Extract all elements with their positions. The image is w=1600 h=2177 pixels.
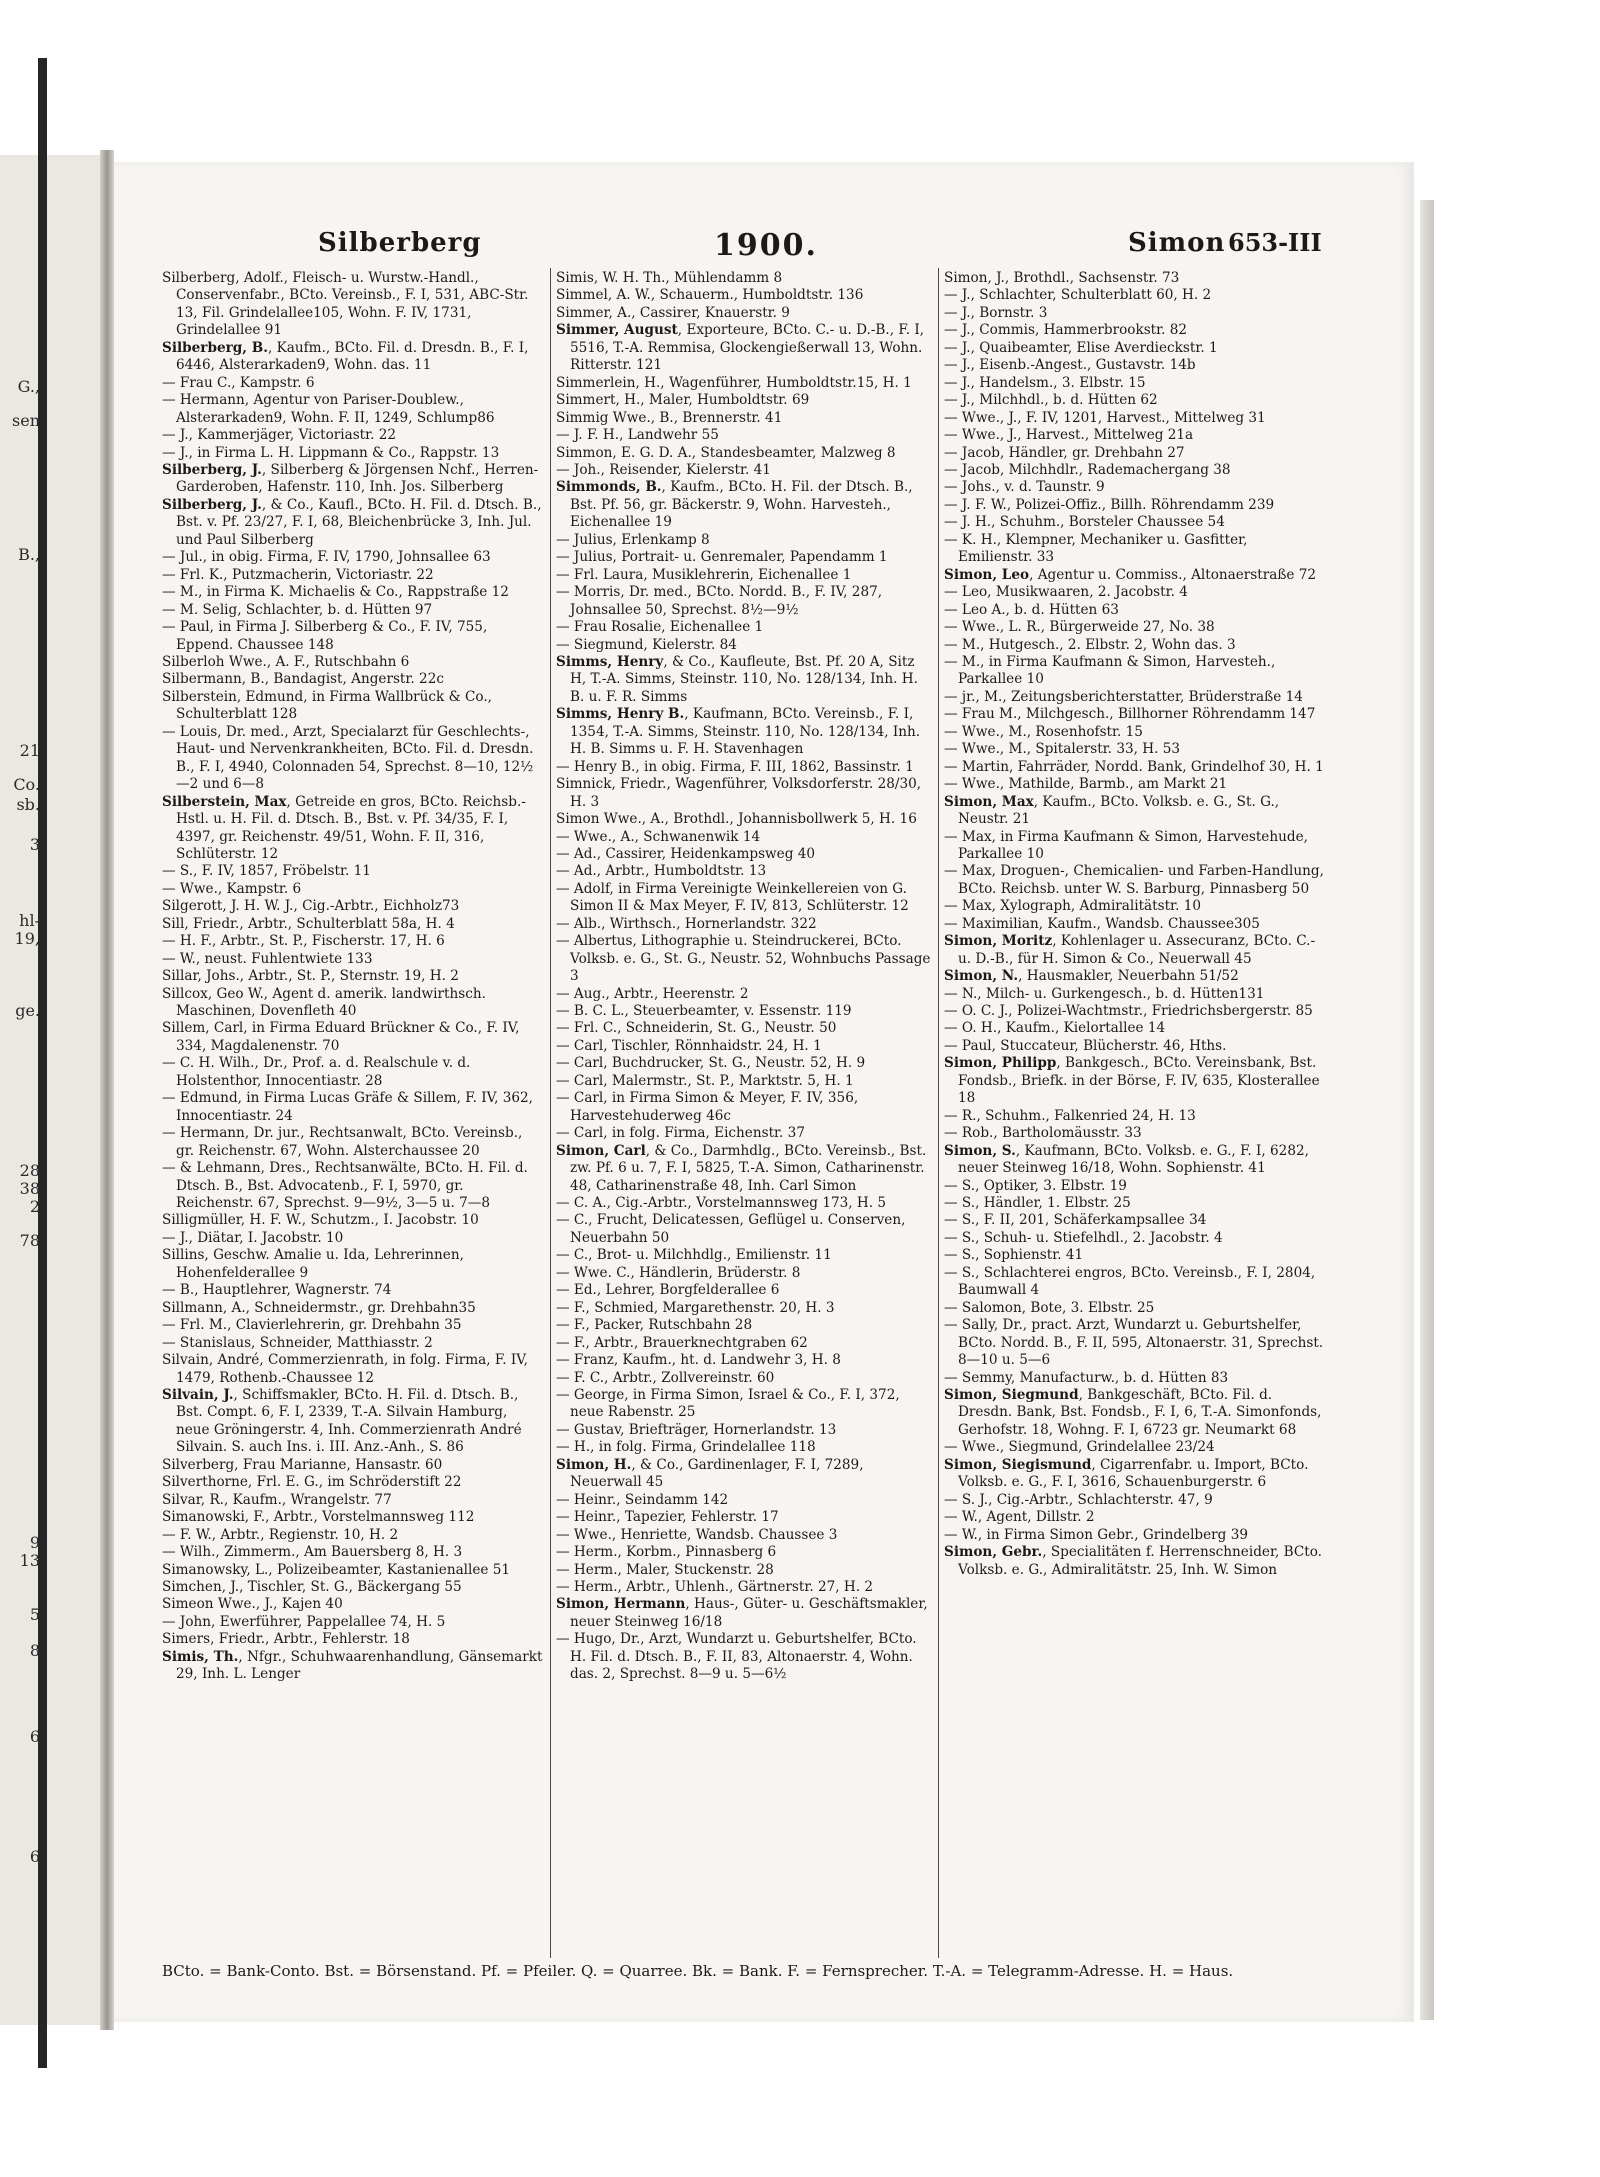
directory-entry: — Hugo, Dr., Arzt, Wundarzt u. Geburtshelfer, BCto. H. Fil. d. Dtsch. B., F. II, 83, Altonaerstr. 4, Wohn. das. 2, Sprechst. 8—9 u. 5—6½ — [556, 1631, 917, 1683]
directory-entry: — Julius, Portrait- u. Genremaler, Papendamm 1 — [556, 549, 888, 566]
directory-entry: Simon, Moritz, Kohlenlager u. Assecuranz, BCto. C.- u. D.-B., für H. Simon & Co., Neuerwall 45 — [944, 933, 1316, 967]
directory-entry: — K. H., Klempner, Mechaniker u. Gasfitter, Emilienstr. 33 — [944, 531, 1248, 566]
scan-dark-bar — [38, 58, 47, 2068]
directory-entry: Simmert, H., Maler, Humboldtstr. 69 — [556, 392, 810, 409]
directory-entry: — Frl. M., Clavierlehrerin, gr. Drehbahn 35 — [162, 1317, 462, 1334]
directory-entry: Simmer, August, Exporteure, BCto. C.- u. D.-B., F. I, 5516, T.-A. Remmisa, Glockengießerwall 13, Wohn. Ritterstr. 121 — [556, 322, 925, 374]
margin-fragment: 28 — [19, 1161, 40, 1180]
directory-entry: — M., in Firma K. Michaelis & Co., Rappstraße 12 — [162, 584, 509, 601]
directory-entry: — W., Agent, Dillstr. 2 — [944, 1509, 1095, 1526]
directory-entry: — N., Milch- u. Gurkengesch., b. d. Hütten131 — [944, 985, 1265, 1002]
directory-entry: — Hermann, Agentur von Pariser-Doublew., Alsterarkaden9, Wohn. F. II, 1249, Schlump86 — [162, 392, 495, 426]
directory-entry: Sillem, Carl, in Firma Eduard Brückner & Co., F. IV, 334, Magdalenenstr. 70 — [162, 1020, 520, 1054]
directory-entry: Silvar, R., Kaufm., Wrangelstr. 77 — [162, 1491, 392, 1508]
margin-fragment: Co. — [13, 775, 40, 794]
directory-entry: Simeon Wwe., J., Kajen 40 — [162, 1596, 343, 1613]
directory-entry: — Wwe., M., Rosenhofstr. 15 — [944, 723, 1143, 740]
directory-entry: — Franz, Kaufm., ht. d. Landwehr 3, H. 8 — [556, 1352, 841, 1369]
directory-entry: — J., Bornstr. 3 — [944, 304, 1048, 321]
directory-entry: — W., neust. Fuhlentwiete 133 — [162, 950, 373, 967]
directory-entry: Silverthorne, Frl. E. G., im Schröderstift 22 — [162, 1474, 462, 1491]
directory-entry: — George, in Firma Simon, Israel & Co., F. I, 372, neue Rabenstr. 25 — [556, 1387, 900, 1421]
directory-entry: Silgerott, J. H. W. J., Cig.-Arbtr., Eichholz73 — [162, 898, 460, 915]
directory-entry: — Wwe., M., Spitalerstr. 33, H. 53 — [944, 741, 1181, 758]
directory-entry: — Max, Xylograph, Admiralitätstr. 10 — [944, 898, 1202, 915]
directory-entry: Simmer, A., Cassirer, Knauerstr. 9 — [556, 304, 790, 321]
directory-entry: — Carl, Buchdrucker, St. G., Neustr. 52, H. 9 — [556, 1055, 866, 1072]
directory-entry: — Adolf, in Firma Vereinigte Weinkellereien von G. Simon II & Max Meyer, F. IV, 813, Schlüterstr. 12 — [556, 880, 909, 915]
directory-entry: Sillcox, Geo W., Agent d. amerik. landwirthsch. Maschinen, Dovenfleth 40 — [162, 985, 486, 1020]
directory-entry: — Wwe., J., F. IV, 1201, Harvest., Mittelweg 31 — [944, 409, 1266, 426]
directory-entry: — Wwe., Siegmund, Grindelallee 23/24 — [944, 1439, 1215, 1456]
directory-entry: — J. F. W., Polizei-Offiz., Billh. Röhrendamm 239 — [944, 496, 1275, 513]
directory-entry: Silvain, André, Commerzienrath, in folg. Firma, F. IV, 1479, Rothenb.-Chaussee 12 — [162, 1352, 529, 1386]
directory-entry: Sillins, Geschw. Amalie u. Ida, Lehrerinnen, Hohenfelderallee 9 — [162, 1247, 464, 1281]
page-year: 1900. — [714, 228, 818, 263]
directory-entry: Simon, J., Brothdl., Sachsenstr. 73 — [944, 270, 1180, 286]
running-head-left: Silberberg — [318, 228, 482, 258]
directory-entry: — Alb., Wirthsch., Hornerlandstr. 322 — [556, 915, 817, 932]
directory-entry: — F., Arbtr., Brauerknechtgraben 62 — [556, 1334, 808, 1351]
margin-fragment: 6 — [29, 1847, 40, 1866]
directory-entry: — Max, in Firma Kaufmann & Simon, Harvestehude, Parkallee 10 — [944, 828, 1308, 862]
directory-entry: — Stanislaus, Schneider, Matthiasstr. 2 — [162, 1334, 433, 1351]
directory-entry: Simms, Henry, & Co., Kaufleute, Bst. Pf. 20 A, Sitz H, T.-A. Simms, Steinstr. 110, No. 128/134, Inh. H. B. u. F. R. Simms — [556, 653, 918, 705]
directory-entry: — Hermann, Dr. jur., Rechtsanwalt, BCto. Vereinsb., gr. Reichenstr. 67, Wohn. Alsterchaussee 20 — [162, 1125, 523, 1159]
directory-entry: — Edmund, in Firma Lucas Gräfe & Sillem, F. IV, 362, Innocentiastr. 24 — [162, 1090, 533, 1124]
directory-entry: — Joh., Reisender, Kielerstr. 41 — [556, 461, 771, 478]
directory-entry: Simnick, Friedr., Wagenführer, Volksdorferstr. 28/30, H. 3 — [556, 776, 922, 810]
margin-fragment: ge. — [15, 1001, 40, 1020]
abbreviation-legend: BCto. = Bank-Conto. Bst. = Börsenstand. Pf. = Pfeiler. Q. = Quarree. Bk. = Bank. F. = Fernsprecher. T.-A. = Telegramm-Adresse. H. = Haus. — [162, 1962, 1234, 1980]
margin-fragment: 2 — [29, 1197, 40, 1216]
column-divider — [938, 268, 939, 1958]
directory-entry: Silberstein, Max, Getreide en gros, BCto. Reichsb.-Hstl. u. H. Fil. d. Dtsch. B., Bst. v. Pf. 34/35, F. I, 4397, gr. Reichenstr. 49/51, Wohn. F. II, 316, Schlüterstr. 12 — [162, 793, 526, 862]
directory-entry: Simmig Wwe., B., Brennerstr. 41 — [556, 409, 783, 426]
directory-entry: Silberberg, J., Silberberg & Jörgensen Nchf., Herren-Garderoben, Hafenstr. 110, Inh. Jos. Silberberg — [162, 461, 539, 496]
directory-entry: — Jul., in obig. Firma, F. IV, 1790, Johnsallee 63 — [162, 549, 491, 566]
directory-entry: — Wwe., Henriette, Wandsb. Chaussee 3 — [556, 1526, 838, 1543]
directory-entry: Simon, Siegmund, Bankgeschäft, BCto. Fil. d. Dresdn. Bank, Bst. Fondsb., F. I, 6, T.-A. Simonfonds, Gerhofstr. 18, Wohng. F. I, 6723 gr. Neumarkt 68 — [944, 1387, 1322, 1438]
directory-entry: — F., Schmied, Margarethenstr. 20, H. 3 — [556, 1299, 835, 1316]
directory-entry: — F. W., Arbtr., Regienstr. 10, H. 2 — [162, 1526, 399, 1543]
directory-entry: Simon Wwe., A., Brothdl., Johannisbollwerk 5, H. 16 — [556, 811, 917, 828]
directory-entry: Simon, Leo, Agentur u. Commiss., Altonaerstraße 72 — [944, 566, 1317, 583]
directory-entry: — Siegmund, Kielerstr. 84 — [556, 636, 737, 653]
directory-entry: — S., F. IV, 1857, Fröbelstr. 11 — [162, 863, 371, 880]
directory-entry: Simis, Th., Nfgr., Schuhwaarenhandlung, Gänsemarkt 29, Inh. L. Lenger — [162, 1648, 543, 1683]
directory-entry: — M., in Firma Kaufmann & Simon, Harvesteh., Parkallee 10 — [944, 653, 1276, 688]
directory-entry: Silberloh Wwe., A. F., Rutschbahn 6 — [162, 653, 410, 670]
directory-entry: — J., Schlachter, Schulterblatt 60, H. 2 — [944, 287, 1212, 304]
directory-entry: Sill, Friedr., Arbtr., Schulterblatt 58a, H. 4 — [162, 915, 455, 932]
directory-entry: — S., Sophienstr. 41 — [944, 1247, 1084, 1264]
directory-entry: Simers, Friedr., Arbtr., Fehlerstr. 18 — [162, 1631, 410, 1648]
directory-entry: — F. C., Arbtr., Zollvereinstr. 60 — [556, 1369, 775, 1386]
directory-entry: — Semmy, Manufacturw., b. d. Hütten 83 — [944, 1369, 1229, 1386]
directory-entry: Silbermann, B., Bandagist, Angerstr. 22c — [162, 671, 444, 688]
margin-fragment: sb. — [16, 795, 40, 814]
directory-entry: Simms, Henry B., Kaufmann, BCto. Vereinsb., F. I, 1354, T.-A. Simms, Steinstr. 110, No. 128/134, Inh. H. B. Simms u. F. H. Stavenhagen — [556, 706, 921, 758]
directory-entry: — Jacob, Händler, gr. Drehbahn 27 — [944, 444, 1185, 461]
directory-entry: Silligmüller, H. F. W., Schutzm., I. Jacobstr. 10 — [162, 1212, 479, 1229]
directory-entry: — Rob., Bartholomäusstr. 33 — [944, 1125, 1142, 1142]
directory-entry: Simon, S., Kaufmann, BCto. Volksb. e. G., F. I, 6282, neuer Steinweg 16/18, Wohn. Sophienstr. 41 — [944, 1142, 1309, 1177]
directory-entry: Simon, Hermann, Haus-, Güter- u. Geschäftsmakler, neuer Steinweg 16/18 — [556, 1596, 928, 1630]
directory-entry: — J., Diätar, I. Jacobstr. 10 — [162, 1229, 344, 1246]
directory-column-1 — [162, 270, 544, 1960]
book-gutter — [100, 150, 114, 2030]
margin-fragment: 21 — [19, 741, 40, 760]
directory-entry: — J. H., Schuhm., Borsteler Chaussee 54 — [944, 514, 1225, 531]
directory-entry: — Maximilian, Kaufm., Wandsb. Chaussee305 — [944, 915, 1260, 932]
directory-entry: Sillar, Johs., Arbtr., St. P., Sternstr. 19, H. 2 — [162, 968, 459, 985]
directory-entry: — Herm., Maler, Stuckenstr. 28 — [556, 1561, 774, 1578]
directory-entry: Simmon, E. G. D. A., Standesbeamter, Malzweg 8 — [556, 444, 896, 461]
directory-entry: Simon, Gebr., Specialitäten f. Herrenschneider, BCto. Volksb. e. G., Admiralitätstr. 25, Inh. W. Simon — [944, 1544, 1322, 1578]
directory-entry: — Herm., Korbm., Pinnasberg 6 — [556, 1544, 777, 1561]
directory-entry: — Wwe. C., Händlerin, Brüderstr. 8 — [556, 1264, 801, 1281]
directory-entry: — Martin, Fahrräder, Nordd. Bank, Grindelhof 30, H. 1 — [944, 758, 1324, 775]
directory-entry: — Heinr., Seindamm 142 — [556, 1491, 729, 1508]
directory-entry: — C., Brot- u. Milchhdlg., Emilienstr. 11 — [556, 1247, 832, 1264]
directory-entry: — J., Handelsm., 3. Elbstr. 15 — [944, 374, 1146, 391]
directory-entry: — Carl, Tischler, Rönnhaidstr. 24, H. 1 — [556, 1037, 822, 1054]
directory-entry: — Henry B., in obig. Firma, F. III, 1862, Bassinstr. 1 — [556, 758, 914, 775]
directory-entry: Simanowski, F., Arbtr., Vorstelmannsweg 112 — [162, 1509, 475, 1526]
directory-entry: — Morris, Dr. med., BCto. Nordd. B., F. IV, 287, Johnsallee 50, Sprechst. 8½—9½ — [556, 584, 883, 618]
directory-entry: — Heinr., Tapezier, Fehlerstr. 17 — [556, 1509, 779, 1526]
directory-entry: — H. F., Arbtr., St. P., Fischerstr. 17, H. 6 — [162, 933, 445, 950]
directory-entry: Simon, Max, Kaufm., BCto. Volksb. e. G., St. G., Neustr. 21 — [944, 793, 1280, 828]
directory-entry: — M. Selig, Schlachter, b. d. Hütten 97 — [162, 601, 433, 618]
directory-entry: — B., Hauptlehrer, Wagnerstr. 74 — [162, 1282, 392, 1299]
directory-entry: — Salomon, Bote, 3. Elbstr. 25 — [944, 1299, 1155, 1316]
directory-entry: — Herm., Arbtr., Uhlenh., Gärtnerstr. 27, H. 2 — [556, 1578, 874, 1595]
directory-entry: — S., Schlachterei engros, BCto. Vereinsb., F. I, 2804, Baumwall 4 — [944, 1264, 1316, 1299]
directory-entry: — J. F. H., Landwehr 55 — [556, 427, 719, 444]
directory-entry: — J., Commis, Hammerbrookstr. 82 — [944, 322, 1188, 339]
directory-entry: — Leo A., b. d. Hütten 63 — [944, 601, 1119, 618]
margin-fragment: 78 — [19, 1231, 40, 1250]
directory-entry: — J., Quaibeamter, Elise Averdieckstr. 1 — [944, 339, 1218, 356]
directory-entry: — Carl, in folg. Firma, Eichenstr. 37 — [556, 1125, 805, 1142]
margin-fragment: 13 — [19, 1551, 40, 1570]
directory-entry: — Wwe., Kampstr. 6 — [162, 880, 302, 897]
directory-entry: — Wwe., A., Schwanenwik 14 — [556, 828, 761, 845]
directory-entry: — Leo, Musikwaaren, 2. Jacobstr. 4 — [944, 584, 1188, 601]
directory-entry: — S., Händler, 1. Elbstr. 25 — [944, 1195, 1131, 1212]
directory-entry: — Wwe., J., Harvest., Mittelweg 21a — [944, 427, 1194, 444]
margin-fragment: 8 — [29, 1641, 40, 1660]
scan-border — [0, 0, 1600, 58]
directory-entry: — Paul, in Firma J. Silberberg & Co., F. IV, 755, Eppend. Chaussee 148 — [162, 619, 488, 653]
directory-entry: Simmerlein, H., Wagenführer, Humboldtstr.15, H. 1 — [556, 374, 912, 391]
directory-entry: Simon, Carl, & Co., Darmhdlg., BCto. Vereinsb., Bst. zw. Pf. 6 u. 7, F. I, 5825, T.-A. Simon, Catharinenstr. 48, Catharinenstraße 48, Inh. Carl Simon — [556, 1142, 927, 1194]
directory-entry: — S. J., Cig.-Arbtr., Schlachterstr. 47, 9 — [944, 1491, 1213, 1508]
directory-entry: — Frl. K., Putzmacherin, Victoriastr. 22 — [162, 566, 434, 583]
directory-entry: — jr., M., Zeitungsberichterstatter, Brüderstraße 14 — [944, 688, 1303, 705]
directory-entry: Simon, Philipp, Bankgesch., BCto. Vereinsbank, Bst. Fondsb., Briefk. in der Börse, F. IV, 635, Klosterallee 18 — [944, 1055, 1320, 1107]
margin-fragment: 38 — [19, 1179, 40, 1198]
directory-entry: Simchen, J., Tischler, St. G., Bäckergang 55 — [162, 1578, 462, 1595]
directory-entry: — Frau Rosalie, Eichenallee 1 — [556, 619, 764, 636]
directory-entry: Simis, W. H. Th., Mühlendamm 8 — [556, 270, 783, 286]
directory-entry: Silberberg, Adolf., Fleisch- u. Wurstw.-Handl., Conservenfabr., BCto. Vereinsb., F. I, 531, ABC-Str. 13, Fil. Grindelallee105, Wohn. F. IV, 1731, Grindelallee 91 — [162, 270, 529, 339]
running-head-right: Simon — [1128, 228, 1226, 258]
directory-entry: Simmonds, B., Kaufm., BCto. H. Fil. der Dtsch. B., Bst. Pf. 56, gr. Bäckerstr. 9, Wohn. Harvestеh., Eichenallee 19 — [556, 479, 913, 531]
directory-entry: — Ad., Cassirer, Heidenkampsweg 40 — [556, 845, 816, 862]
margin-fragment: B., — [18, 545, 40, 564]
directory-entry: — W., in Firma Simon Gebr., Grindelberg 39 — [944, 1526, 1248, 1543]
directory-entry: — S., Optiker, 3. Elbstr. 19 — [944, 1177, 1127, 1194]
margin-fragment: 6 — [29, 1727, 40, 1746]
directory-entry: — Louis, Dr. med., Arzt, Specialarzt für Geschlechts-, Haut- und Nervenkrankheiten, BCto. Fil. d. Dresdn. B., F. I, 4940, Colonnaden 54, Sprechst. 8—10, 12½—2 und 6—8 — [162, 723, 534, 793]
directory-entry: — Jacob, Milchhdlr., Rademachergang 38 — [944, 461, 1231, 478]
directory-entry: — F., Packer, Rutschbahn 28 — [556, 1317, 753, 1334]
directory-entry: — Max, Droguen-, Chemicalien- und Farben-Handlung, BCto. Reichsb. unter W. S. Barburg, Pinnasberg 50 — [944, 863, 1324, 897]
margin-fragment: hl- — [19, 911, 40, 930]
directory-column-2 — [556, 270, 934, 1960]
directory-entry: — Carl, in Firma Simon & Meyer, F. IV, 356, Harvestehuderweg 46c — [556, 1090, 859, 1124]
directory-entry: Simon, Siegismund, Cigarrenfabr. u. Import, BCto. Volksb. e. G., F. I, 3616, Schauenburgerstr. 6 — [944, 1456, 1309, 1491]
directory-entry: — & Lehmann, Dres., Rechtsanwälte, BCto. H. Fil. d. Dtsch. B., Bst. Advocatenb., F. I, 5970, gr. Reichenstr. 67, Sprechst. 9—9½, 3—5 u. 7—8 — [162, 1160, 528, 1212]
directory-entry: — H., in folg. Firma, Grindelallee 118 — [556, 1439, 816, 1456]
directory-entry: — B. C. L., Steuerbeamter, v. Essenstr. 119 — [556, 1003, 852, 1020]
directory-entry: — Gustav, Briefträger, Hornerlandstr. 13 — [556, 1421, 837, 1438]
directory-entry: — Aug., Arbtr., Heerenstr. 2 — [556, 985, 749, 1002]
directory-entry: — Paul, Stuccateur, Blücherstr. 46, Hths. — [944, 1037, 1227, 1054]
margin-fragment: G., — [17, 377, 40, 396]
directory-entry: — Wwe., L. R., Bürgerweide 27, No. 38 — [944, 619, 1215, 636]
directory-entry: — Frau C., Kampstr. 6 — [162, 374, 315, 391]
directory-entry: — Julius, Erlenkamp 8 — [556, 531, 710, 548]
directory-column-3 — [944, 270, 1324, 1960]
margin-fragment: 9 — [29, 1533, 40, 1552]
directory-entry: — S., Schuh- u. Stiefelhdl., 2. Jacobstr. 4 — [944, 1229, 1223, 1246]
directory-entry: — R., Schuhm., Falkenried 24, H. 13 — [944, 1107, 1196, 1124]
directory-entry: — C., Frucht, Delicatessen, Geflügel u. Conserven, Neuerbahn 50 — [556, 1212, 906, 1246]
directory-entry: Silberberg, B., Kaufm., BCto. Fil. d. Dresdn. B., F. I, 6446, Alsterarkaden9, Wohn. das. 11 — [162, 339, 529, 374]
directory-entry: — Wwe., Mathilde, Barmb., am Markt 21 — [944, 776, 1228, 793]
directory-entry: — Albertus, Lithographie u. Steindruckerei, BCto. Volksb. e. G., St. G., Neustr. 52, Wohnbuchs Passage 3 — [556, 933, 931, 985]
directory-entry: Simanowsky, L., Polizeibeamter, Kastanienallee 51 — [162, 1561, 511, 1578]
directory-entry: — J., Eisenb.-Angest., Gustavstr. 14b — [944, 357, 1196, 374]
directory-entry: Simmel, A. W., Schauerm., Humboldtstr. 136 — [556, 287, 864, 304]
directory-entry: — J., in Firma L. H. Lippmann & Co., Rappstr. 13 — [162, 444, 500, 461]
directory-entry: — Frau M., Milchgesch., Billhorner Röhrendamm 147 — [944, 706, 1316, 723]
column-divider — [550, 268, 551, 1958]
margin-fragment: 5 — [29, 1605, 40, 1624]
margin-fragment: 19, — [14, 929, 40, 948]
margin-fragment: sen — [12, 411, 40, 430]
directory-entry: — Ed., Lehrer, Borgfelderallee 6 — [556, 1282, 780, 1299]
directory-entry: — Carl, Malermstr., St. P., Marktstr. 5, H. 1 — [556, 1072, 854, 1089]
page-header — [158, 228, 1348, 268]
directory-entry: — Sally, Dr., pract. Arzt, Wundarzt u. Geburtshelfer, BCto. Nordd. B., F. II, 595, Altonaerstr. 31, Sprechst. 8—10 u. 5—6 — [944, 1317, 1324, 1369]
directory-entry: Silverberg, Frau Marianne, Hansastr. 60 — [162, 1456, 443, 1473]
directory-entry: — Johs., v. d. Taunstr. 9 — [944, 479, 1105, 496]
directory-entry: Simon, H., & Co., Gardinenlager, F. I, 7289, Neuerwall 45 — [556, 1456, 864, 1491]
directory-entry: — J., Milchhdl., b. d. Hütten 62 — [944, 392, 1158, 409]
page-right-edge — [1420, 200, 1434, 2020]
directory-entry: Silberstein, Edmund, in Firma Wallbrück & Co., Schulterblatt 128 — [162, 688, 492, 723]
directory-entry: — C. A., Cig.-Arbtr., Vorstelmannsweg 173, H. 5 — [556, 1195, 887, 1212]
directory-entry: Silberberg, J., & Co., Kaufl., BCto. H. Fil. d. Dtsch. B., Bst. v. Pf. 23/27, F. I, 68, Bleichenbrücke 3, Inh. Jul. und Paul Silberberg — [162, 496, 542, 548]
directory-entry: — Frl. Laura, Musiklehrerin, Eichenallee 1 — [556, 566, 852, 583]
directory-entry: Simon, N., Hausmakler, Neuerbahn 51/52 — [944, 968, 1239, 985]
directory-entry: — S., F. II, 201, Schäferkampsallee 34 — [944, 1212, 1207, 1229]
directory-entry: Sillmann, A., Schneidermstr., gr. Drehbahn35 — [162, 1299, 476, 1316]
directory-entry: — M., Hutgesch., 2. Elbstr. 2, Wohn das. 3 — [944, 636, 1236, 653]
page-number: 653-III — [1228, 228, 1322, 257]
directory-entry: — John, Ewerführer, Pappelallee 74, H. 5 — [162, 1613, 446, 1630]
directory-entry: — Wilh., Zimmerm., Am Bauersberg 8, H. 3 — [162, 1544, 463, 1561]
directory-entry: — O. C. J., Polizei-Wachtmstr., Friedrichsbergerstr. 85 — [944, 1003, 1313, 1020]
directory-entry: — Ad., Arbtr., Humboldtstr. 13 — [556, 863, 767, 880]
directory-entry: — C. H. Wilh., Dr., Prof. a. d. Realschule v. d. Holstenthor, Innocentiastr. 28 — [162, 1055, 471, 1089]
directory-entry: — O. H., Kaufm., Kielortallee 14 — [944, 1020, 1166, 1037]
margin-fragment: 3 — [29, 835, 40, 854]
directory-entry: Silvain, J., Schiffsmakler, BCto. H. Fil. d. Dtsch. B., Bst. Compt. 6, F. I, 2339, T.-A. Silvain Hamburg, neue Gröningerstr. 4, Inh. Commerzienrath André Silvain. S. auch Ins. i. III. Anz.-Anh., S. 86 — [162, 1387, 522, 1456]
directory-entry: — J., Kammerjäger, Victoriastr. 22 — [162, 427, 397, 444]
directory-entry: — Frl. C., Schneiderin, St. G., Neustr. 50 — [556, 1020, 837, 1037]
